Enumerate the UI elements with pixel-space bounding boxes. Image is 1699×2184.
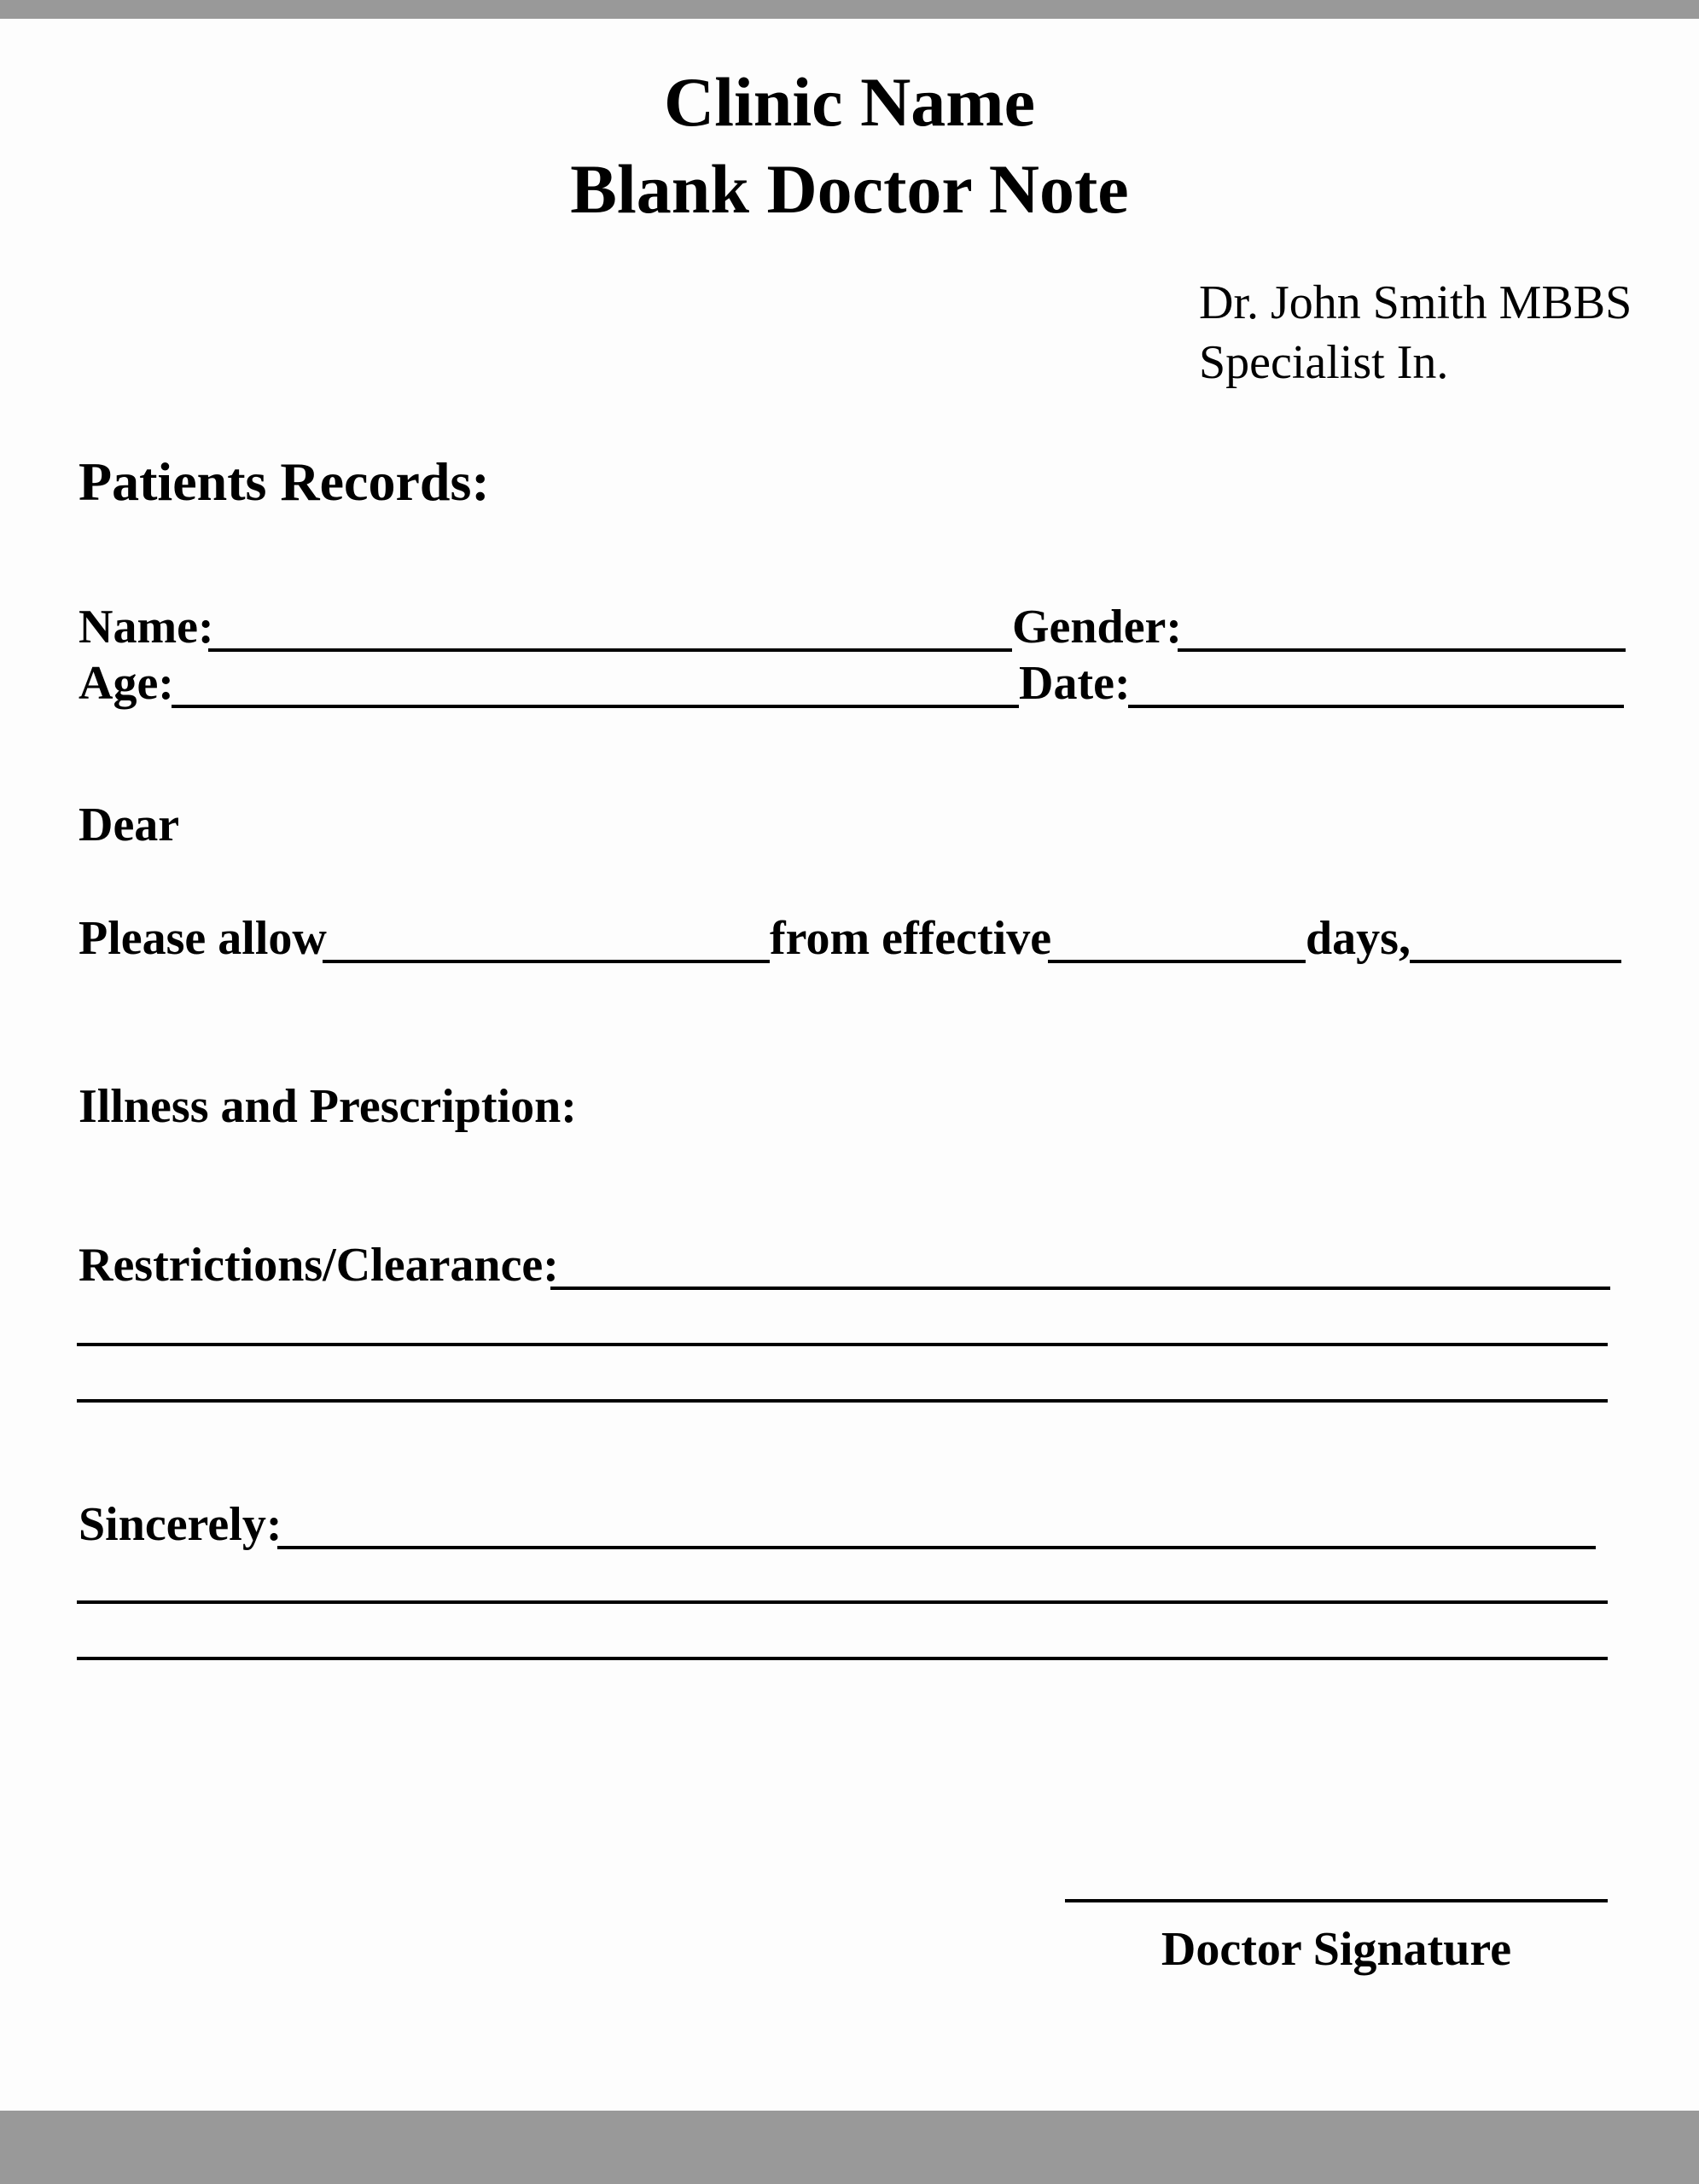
clinic-name: Clinic Name <box>664 63 1035 141</box>
age-field[interactable] <box>172 705 1019 708</box>
from-effective-label: from effective <box>770 912 1052 965</box>
restrictions-clearance-label: Restrictions/Clearance: <box>79 1239 559 1292</box>
days-label: days, <box>1306 912 1411 965</box>
restrictions-field-line-2[interactable] <box>77 1343 1608 1346</box>
name-field[interactable] <box>208 648 1012 652</box>
top-frame-bar <box>0 0 1699 19</box>
gender-field[interactable] <box>1178 648 1626 652</box>
doctor-signature-label: Doctor Signature <box>1161 1923 1512 1976</box>
sincerely-field-line-1[interactable] <box>277 1546 1596 1549</box>
illness-prescription-label: Illness and Prescription: <box>79 1080 577 1133</box>
signature-line[interactable] <box>1065 1899 1608 1902</box>
please-allow-field[interactable] <box>323 960 770 963</box>
patients-records-heading: Patients Records: <box>79 451 490 512</box>
doctor-name: Dr. John Smith MBBS <box>1199 276 1632 329</box>
sincerely-label: Sincerely: <box>79 1498 282 1551</box>
restrictions-field-line-3[interactable] <box>77 1399 1608 1403</box>
from-effective-field[interactable] <box>1048 960 1306 963</box>
document-title: Blank Doctor Note <box>570 150 1129 228</box>
doctor-specialty: Specialist In. <box>1199 336 1449 389</box>
days-field[interactable] <box>1410 960 1621 963</box>
sincerely-field-line-2[interactable] <box>77 1600 1608 1604</box>
bottom-frame-bar <box>0 2111 1699 2184</box>
restrictions-field-line-1[interactable] <box>550 1287 1610 1290</box>
date-field[interactable] <box>1128 705 1624 708</box>
sincerely-field-line-3[interactable] <box>77 1657 1608 1660</box>
gender-label: Gender: <box>1012 601 1183 653</box>
please-allow-label: Please allow <box>79 912 327 965</box>
age-label: Age: <box>79 657 174 710</box>
name-label: Name: <box>79 601 214 653</box>
dear-label: Dear <box>79 799 180 851</box>
date-label: Date: <box>1019 657 1131 710</box>
